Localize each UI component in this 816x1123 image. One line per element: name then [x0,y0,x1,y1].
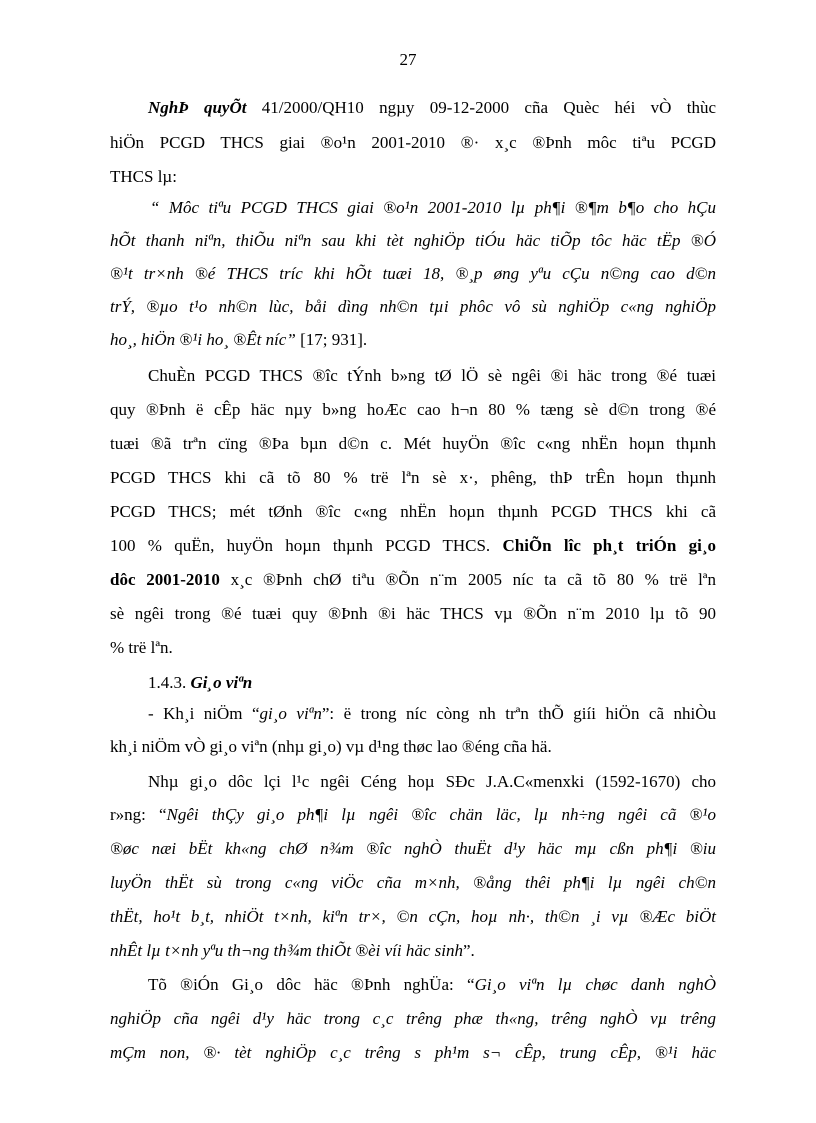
text-span: gi¸o viªn [259,704,322,723]
text-line [110,329,678,351]
text-line: hÕt thanh niªn, thiÕu niªn sau khi tèt nghiÖp tiÓu häc tiÕp tôc häc tËp ®Ó [110,231,716,250]
text-line: tuæi ®ã trªn cïng ®Þa bµn d©n c. Mét huyÖn ®îc c«ng nhËn hoµn thµnh [110,434,716,453]
text-span: - Kh¸i niÖm “ [148,704,260,723]
text-line: PCGD THCS; mét tØnh ®îc c«ng nhËn hoµn thµnh PCGD THCS khi cã [110,502,716,521]
page-number: 27 [399,50,417,69]
text-line: ®øc næi bËt kh«ng chØ n¾m ®îc nghÒ thuËt d¹y häc mµ cßn ph¶i ®iu [110,839,716,858]
text-line: “ Môc tiªu PCGD THCS giai ®o¹n 2001-2010 lµ ph¶i ®¶m b¶o cho hÇu [150,198,716,217]
text-span: x¸c ®Þnh chØ tiªu ®Õn n¨m 2005 níc ta cã tõ 80 % trë lªn [219,570,716,589]
text-span: ho¸, hiÖn ®¹i ho¸ ®Êt níc” [110,330,296,349]
text-line: ®¹t tr×nh ®é THCS tríc khi hÕt tuæi 18, ®¸p øng yªu cÇu n©ng cao d©n [110,264,716,283]
strategy-title: ChiÕn lîc ph¸t triÓn gi¸o [502,536,716,555]
text-line: sè ngêi trong ®é tuæi quy ®Þnh ®i häc THCS vµ ®Õn n¨m 2010 lµ tõ 90 [110,604,716,623]
text-line [110,535,716,557]
text-line: % trë lªn. [110,638,173,657]
text-line: PCGD THCS khi cã tõ 80 % trë lªn sè x·, phêng, thÞ trÊn hoµn thµnh [110,468,716,487]
text-line [110,569,716,591]
text-span: ”: ë trong níc còng nh trªn thÕ giíi hiÖn cã nhiÒu [321,704,717,723]
text-line: nghiÖp cña ngêi d¹y häc trong c¸c trêng phæ th«ng, trêng nghÒ vµ trêng [110,1009,716,1028]
text-line: ChuÈn PCGD THCS ®îc tÝnh b»ng tØ lÖ sè ngêi ®i häc trong ®é tuæi [148,366,716,385]
section-title: Gi¸o viªn [190,673,253,692]
strategy-title: dôc 2001-2010 [110,570,220,589]
text-line [110,940,678,962]
text-line: quy ®Þnh ë cÊp häc nµy b»ng hoÆc cao h¬n 80 % tæng sè d©n trong ®é [110,400,716,419]
text-span: ”. [463,941,475,960]
section-heading [148,672,716,694]
text-line [148,974,716,996]
text-line: mÇm non, ®· tèt nghiÖp c¸c trêng s ph¹m s¬ cÊp, trung cÊp, ®¹i häc [110,1043,716,1062]
text-line [110,804,716,826]
text-span: 41/2000/QH10 ngµy 09-12-2000 cña Quèc héi vÒ thùc [246,98,716,117]
text-line: hiÖn PCGD THCS giai ®o¹n 2001-2010 ®· x¸c ®Þnh môc tiªu PCGD [110,133,716,152]
text-span: Ngêi thÇy gi¸o ph¶i lµ ngêi ®îc chän läc, lµ nh÷ng ngêi cã ®¹o [166,805,716,824]
text-span: nhÊt lµ t×nh yªu th¬ng th¾m thiÕt ®èi víi häc sinh [110,941,464,960]
text-line: luyÖn thËt sù trong c«ng viÖc cña m×nh, ®ång thêi ph¶i lµ ngêi ch©n [110,873,716,892]
section-number: 1.4.3. [148,673,191,692]
text-span: r»ng: “ [110,805,167,824]
text-line: Nhµ gi¸o dôc lçi l¹c ngêi Céng hoµ SÐc J.A.C«menxki (1592-1670) cho [148,772,716,791]
text-span: 100 % quËn, huyÖn hoµn thµnh PCGD THCS. [110,536,503,555]
text-line: THCS lµ: [110,167,177,186]
text-span: Tõ ®iÓn Gi¸o dôc häc ®Þnh nghÜa: “ [148,975,475,994]
text-line [148,703,716,725]
text-line [148,97,716,119]
text-line: kh¸i niÖm vÒ gi¸o viªn (nhµ gi¸o) vµ d¹ng thøc lao ®éng cña hä. [110,737,552,756]
citation: [17; 931]. [295,330,368,349]
resolution-title: NghÞ quyÕt [148,98,247,117]
text-span: Gi¸o viªn lµ chøc danh nghÒ [474,975,716,994]
text-line: trÝ, ®µo t¹o nh©n lùc, båi dìng nh©n tµi phôc vô sù nghiÖp c«ng nghiÖp [110,297,716,316]
text-line: thËt, ho¹t b¸t, nhiÖt t×nh, kiªn tr×, ©n cÇn, hoµ nh·, th©n ¸i vµ ®Æc biÖt [110,907,716,926]
